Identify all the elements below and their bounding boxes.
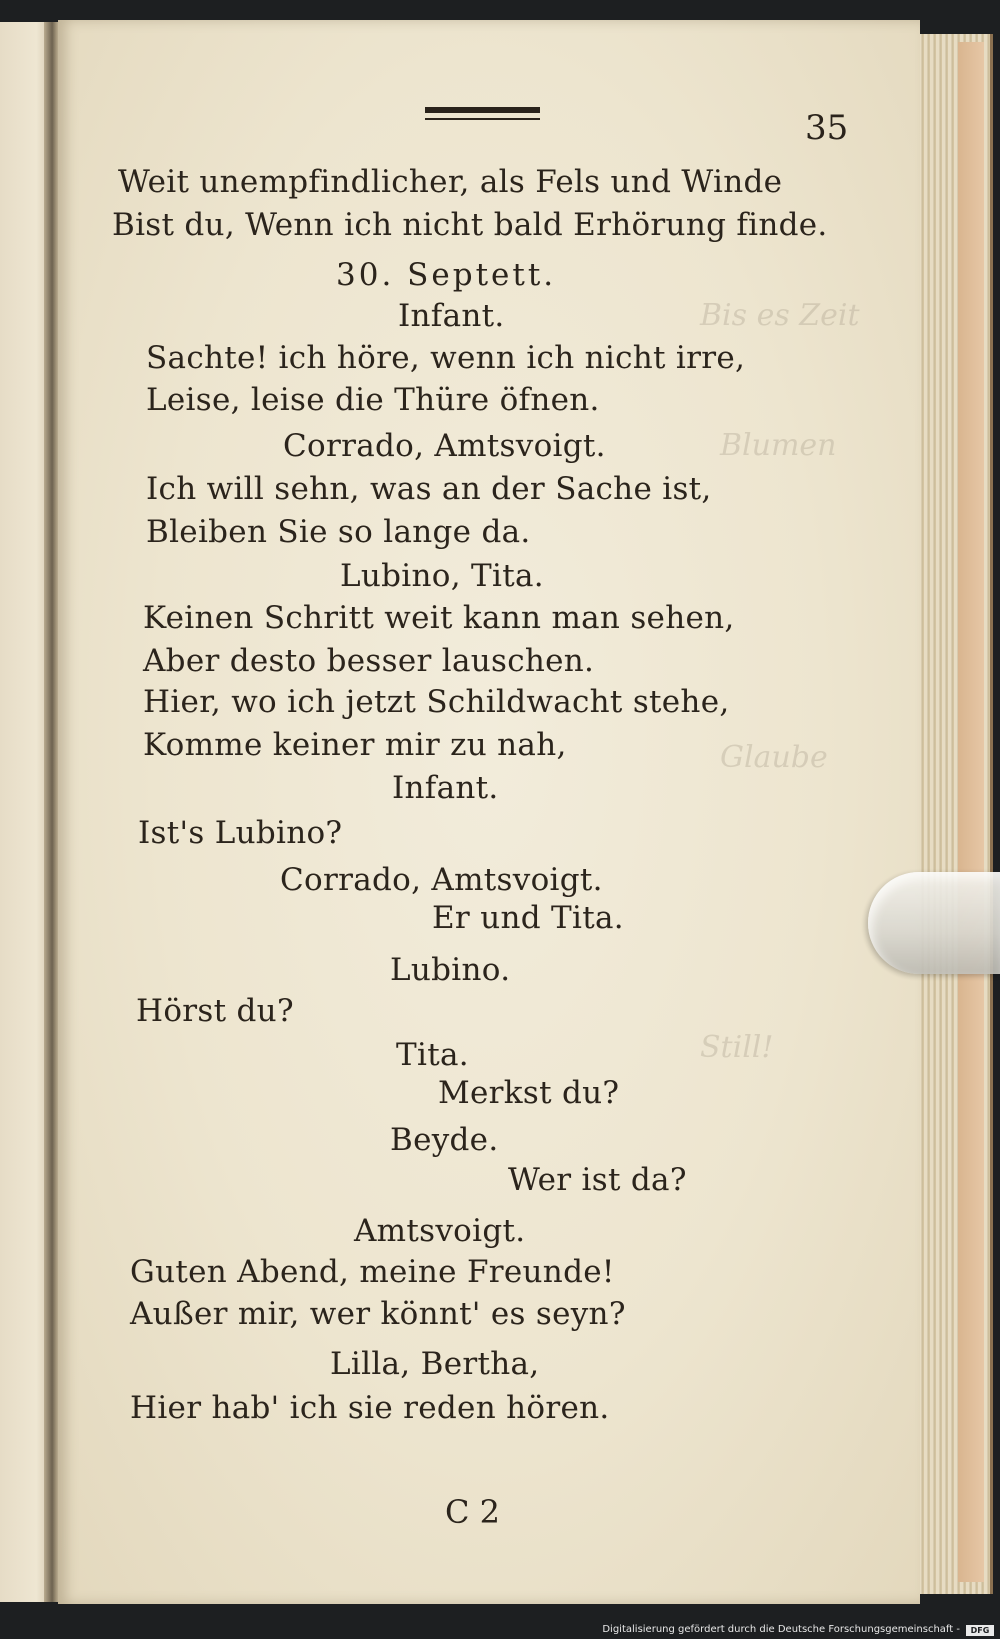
text-line: Hörst du? <box>136 993 294 1029</box>
speaker-name: Lubino, Tita. <box>340 558 544 594</box>
speaker-name: Lubino. <box>390 952 511 988</box>
text-line: Leise, leise die Thüre öfnen. <box>146 382 600 418</box>
text-line: Sachte! ich höre, wenn ich nicht irre, <box>146 340 746 376</box>
text-line: Aber desto besser lauschen. <box>143 643 595 679</box>
text-line: Ich will sehn, was an der Sache ist, <box>146 471 712 507</box>
speaker-name: Beyde. <box>390 1122 499 1158</box>
bleed-through: Blumen <box>720 428 837 463</box>
speaker-name: Lilla, Bertha, <box>330 1346 540 1382</box>
text-line: Guten Abend, meine Freunde! <box>130 1254 615 1290</box>
dfg-logo: DFG <box>966 1625 994 1636</box>
text-line: Keinen Schritt weit kann man sehen, <box>143 600 735 636</box>
catchword: C 2 <box>445 1493 501 1531</box>
page-number: 35 <box>805 108 849 148</box>
bleed-through: Bis es Zeit <box>700 298 860 333</box>
text-line: Hier hab' ich sie reden hören. <box>130 1390 610 1426</box>
page-clip <box>868 872 1000 974</box>
speaker-name: Corrado, Amtsvoigt. <box>283 428 606 464</box>
text-line: Hier, wo ich jetzt Schildwacht stehe, <box>143 684 730 720</box>
speaker-name: Tita. <box>396 1037 469 1073</box>
speaker-name: Infant. <box>398 298 505 334</box>
text-line: Weit unempfindlicher, als Fels und Winde <box>118 164 783 200</box>
section-heading: 30. Septett. <box>336 257 557 293</box>
text-line: Er und Tita. <box>432 900 624 936</box>
bleed-through: Glaube <box>720 740 828 775</box>
speaker-name: Infant. <box>392 770 499 806</box>
header-rule-thin <box>425 118 540 120</box>
text-line: Wer ist da? <box>508 1162 687 1198</box>
text-line: Ist's Lubino? <box>138 815 343 851</box>
text-line: Komme keiner mir zu nah, <box>143 727 567 763</box>
speaker-name: Corrado, Amtsvoigt. <box>280 862 603 898</box>
text-line: Merkst du? <box>438 1075 620 1111</box>
header-rule <box>425 107 540 113</box>
footer-credit: Digitalisierung gefördert durch die Deutsche Forschungsgemeinschaft - <box>602 1624 960 1635</box>
text-line: Bist du, Wenn ich nicht bald Erhörung finde. <box>112 207 828 243</box>
text-line: Außer mir, wer könnt' es seyn? <box>130 1296 626 1332</box>
speaker-name: Amtsvoigt. <box>354 1213 526 1249</box>
bleed-through: Still! <box>700 1030 774 1065</box>
text-line: Bleiben Sie so lange da. <box>146 514 531 550</box>
